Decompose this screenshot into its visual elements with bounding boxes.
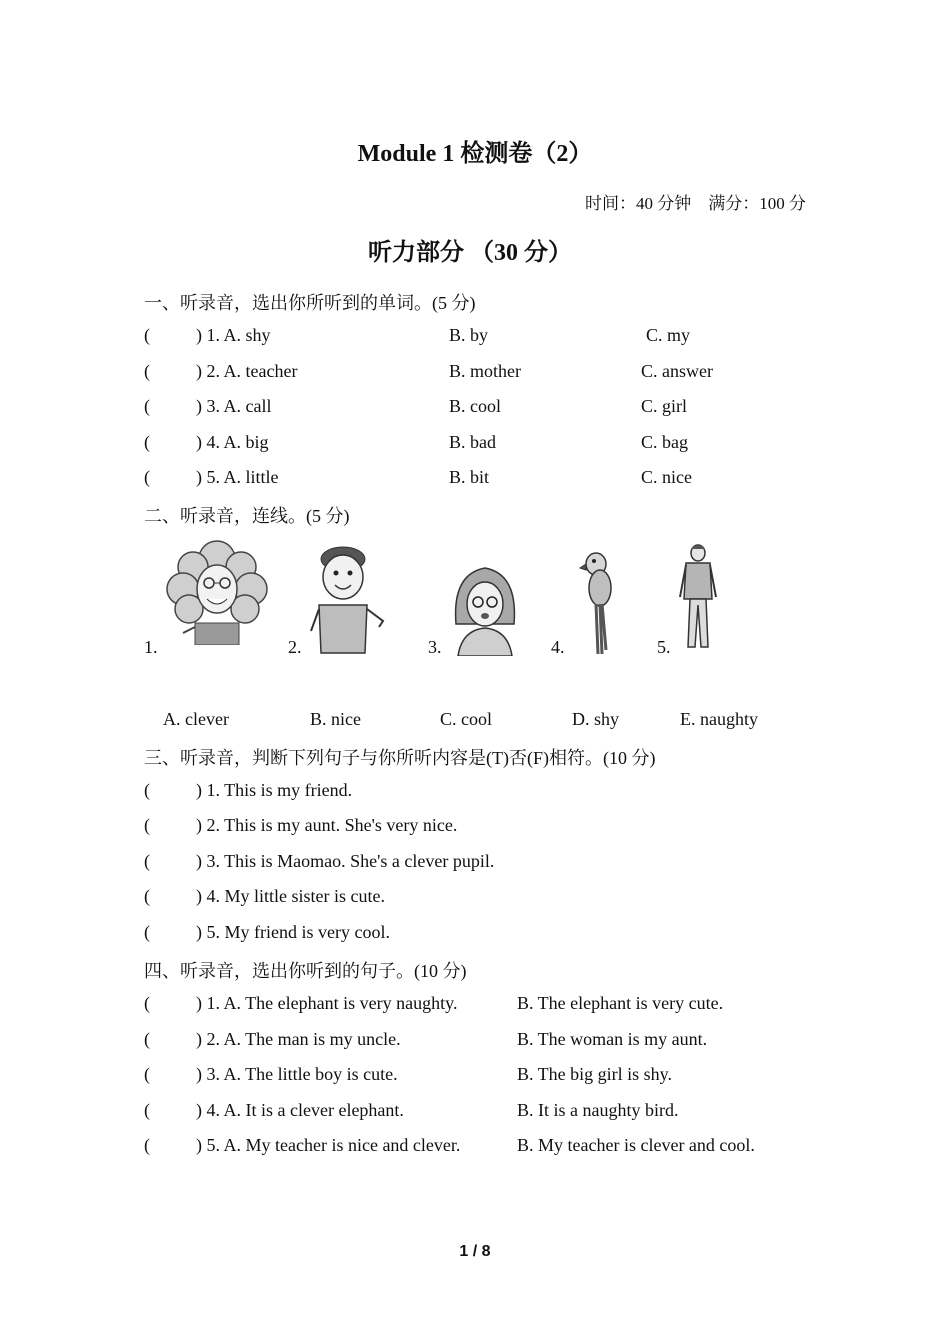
s1-option-c-5: C. nice — [641, 467, 692, 487]
s3-statement-2: ( ) 2. This is my aunt. She's very nice. — [144, 815, 458, 835]
curly-hair-woman-illustration — [163, 537, 271, 645]
s1-option-c-2: C. answer — [641, 361, 713, 381]
parrot-illustration — [578, 550, 618, 655]
section-1-heading: 一、听录音，选出你所听到的单词。(5 分) — [144, 293, 476, 313]
s1-option-c-4: C. bag — [641, 432, 688, 452]
s1-question-2: ( ) 2. A. teacher — [144, 361, 298, 381]
s3-statement-3: ( ) 3. This is Maomao. She's a clever pupil. — [144, 851, 495, 871]
s4-option-b-3: B. The big girl is shy. — [517, 1064, 673, 1084]
time-score-info: 时间：40 分钟 满分：100 分 — [585, 194, 806, 213]
match-option-e: E. naughty — [680, 709, 758, 729]
girl-with-glasses-illustration — [448, 564, 522, 656]
s1-option-c-1: C. my — [646, 325, 691, 345]
s4-question-3: ( ) 3. A. The little boy is cute. — [144, 1064, 398, 1084]
s4-option-b-5: B. My teacher is clever and cool. — [517, 1135, 755, 1155]
s1-question-4: ( ) 4. A. big — [144, 432, 269, 452]
s1-option-b-3: B. cool — [449, 396, 501, 416]
s3-statement-5: ( ) 5. My friend is very cool. — [144, 922, 390, 942]
picture-number-2: 2. — [288, 637, 302, 657]
boy-illustration — [305, 545, 387, 655]
s1-question-3: ( ) 3. A. call — [144, 396, 272, 416]
s4-question-5: ( ) 5. A. My teacher is nice and clever. — [144, 1135, 461, 1155]
match-option-b: B. nice — [310, 709, 361, 729]
s3-statement-4: ( ) 4. My little sister is cute. — [144, 886, 385, 906]
picture-number-4: 4. — [551, 637, 565, 657]
s1-option-b-5: B. bit — [449, 467, 490, 487]
picture-number-3: 3. — [428, 637, 442, 657]
listening-part-title: 听力部分 （30 分） — [368, 240, 572, 266]
picture-number-1: 1. — [144, 637, 158, 657]
s1-question-5: ( ) 5. A. little — [144, 467, 279, 487]
picture-number-5: 5. — [657, 637, 671, 657]
page-number: 1 / 8 — [459, 1243, 491, 1260]
s1-option-c-3: C. girl — [641, 396, 688, 416]
s4-question-1: ( ) 1. A. The elephant is very naughty. — [144, 993, 458, 1013]
s4-question-2: ( ) 2. A. The man is my uncle. — [144, 1029, 401, 1049]
s4-option-b-2: B. The woman is my aunt. — [517, 1029, 708, 1049]
s1-question-1: ( ) 1. A. shy — [144, 325, 271, 345]
page-title: Module 1 检测卷（2） — [357, 141, 593, 167]
match-option-d: D. shy — [572, 709, 620, 729]
s1-option-b-2: B. mother — [449, 361, 521, 381]
standing-man-illustration — [676, 543, 720, 653]
s3-statement-1: ( ) 1. This is my friend. — [144, 780, 353, 800]
s4-option-b-1: B. The elephant is very cute. — [517, 993, 724, 1013]
section-4-heading: 四、听录音，选出你听到的句子。(10 分) — [144, 961, 467, 981]
match-option-c: C. cool — [440, 709, 492, 729]
s1-option-b-1: B. by — [449, 325, 489, 345]
section-3-heading: 三、听录音，判断下列句子与你所听内容是(T)否(F)相符。(10 分) — [144, 748, 656, 768]
s1-option-b-4: B. bad — [449, 432, 496, 452]
s4-question-4: ( ) 4. A. It is a clever elephant. — [144, 1100, 404, 1120]
match-option-a: A. clever — [163, 709, 229, 729]
s4-option-b-4: B. It is a naughty bird. — [517, 1100, 679, 1120]
section-2-heading: 二、听录音，连线。(5 分) — [144, 506, 350, 526]
